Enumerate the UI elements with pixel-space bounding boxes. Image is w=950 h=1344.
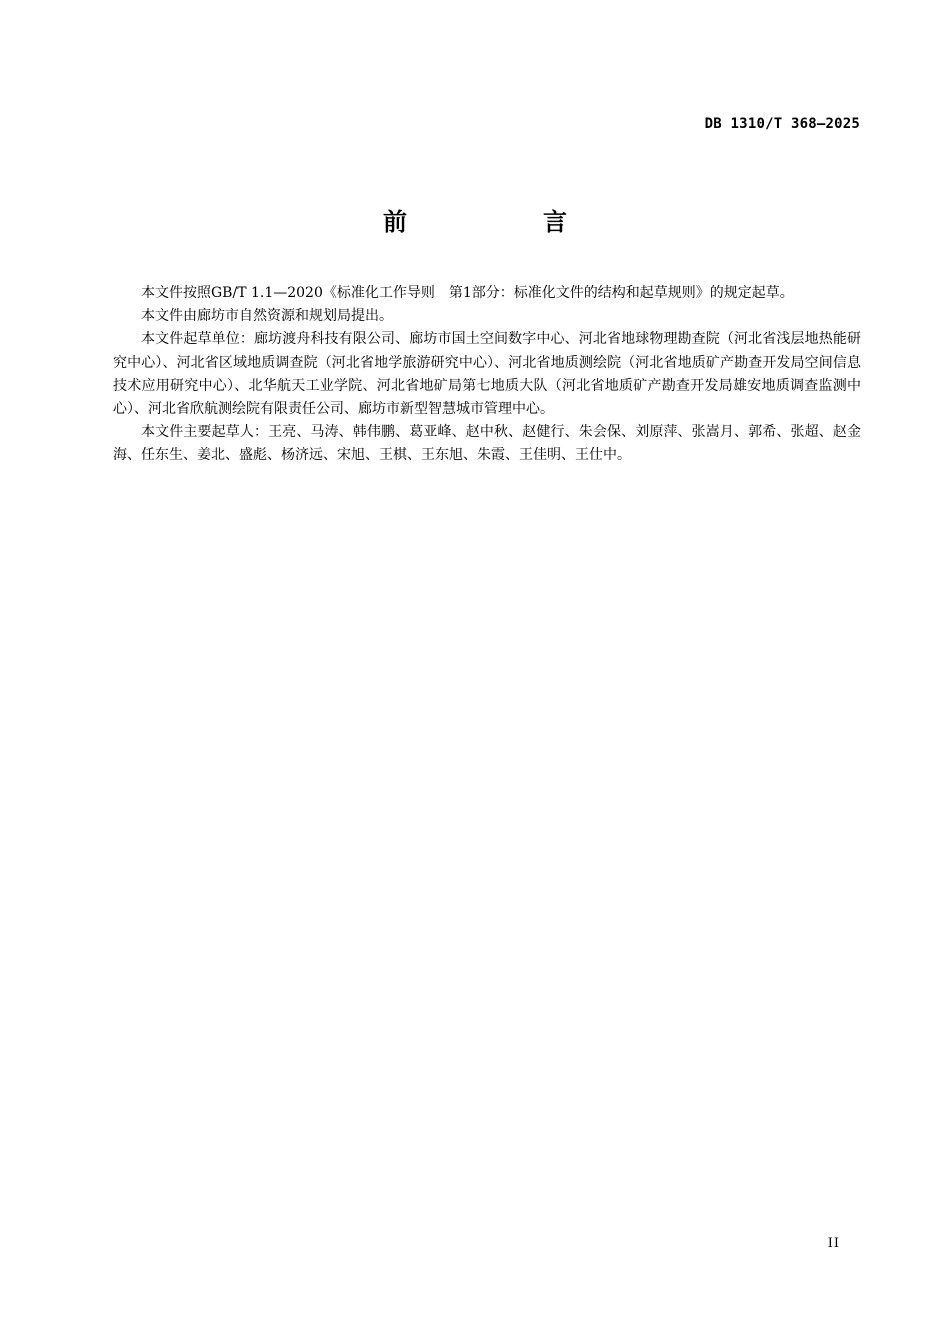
section-title: 前 言 <box>383 208 623 236</box>
page-number: II <box>827 1236 840 1251</box>
paragraph-drafters: 本文件主要起草人：王亮、马涛、韩伟鹏、葛亚峰、赵中秋、赵健行、朱会保、刘原萍、张嵩月、郭希、张超、赵金海、任东生、姜北、盛彪、杨济远、宋旭、王棋、王东旭、朱霞、王佳明、王仕中。 <box>113 424 861 464</box>
paragraph-drafting-units: 本文件起草单位：廊坊渡舟科技有限公司、廊坊市国土空间数字中心、河北省地球物理勘查院（河北省浅层地热能研究中心）、河北省区域地质调查院（河北省地学旅游研究中心）、河北省地质测绘院（河北省地质矿产勘查开发局空间信息技术应用研究中心）、北华航天工业学院、河北省地矿局第七地质大队（河北省地质矿产勘查开发局雄安地质调查监测中心）、河北省欣航测绘院有限责任公司、廊坊市新型智慧城市管理中心。 <box>113 331 861 418</box>
paragraph-proposer: 本文件由廊坊市自然资源和规划局提出。 <box>141 308 393 325</box>
standard-code: DB 1310/T 368—2025 <box>704 116 860 132</box>
paragraph-drafting-rules: 本文件按照GB/T 1.1—2020《标准化工作导则 第1部分：标准化文件的结构和起草规则》的规定起草。 <box>141 285 794 301</box>
foreword-body <box>113 282 861 468</box>
